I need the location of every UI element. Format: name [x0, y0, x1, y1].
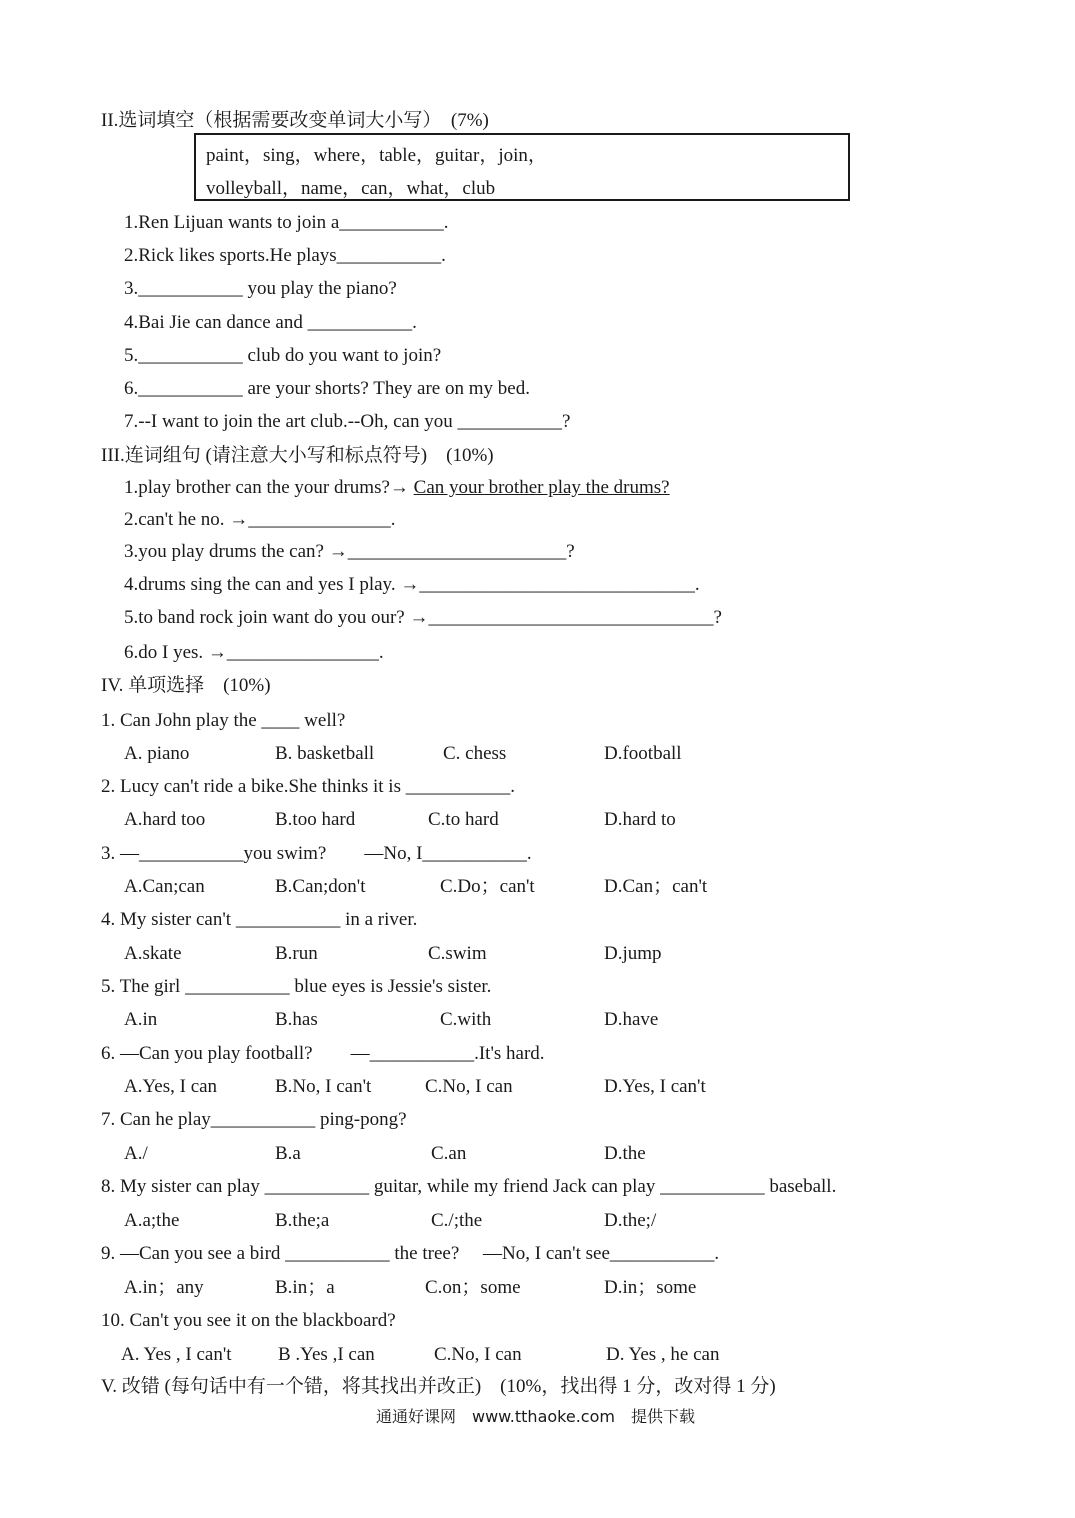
s3-example: [124, 476, 670, 500]
mc-question-7: 7. Can he play___________ ping-pong?: [101, 1109, 407, 1130]
mc-10-option-a: A. Yes , I can't: [121, 1344, 232, 1365]
mc-question-9: 9. —Can you see a bird ___________ the tree? —No, I can't see___________.: [101, 1243, 720, 1264]
mc-5-option-d: D.have: [604, 1009, 659, 1030]
mc-question-10: 10. Can't you see it on the blackboard?: [101, 1310, 396, 1331]
mc-1-option-d: D.football: [604, 743, 682, 764]
mc-8-option-a: A.a;the: [124, 1210, 180, 1231]
mc-5-option-c: C.with: [440, 1009, 492, 1030]
section-5-title: V. 改错 (每句话中有一个错，将其找出并改正) (10%，找出得 1 分，改对得 1 分): [101, 1376, 776, 1397]
s3-question-3: 3.you play drums the can? →_______________________?: [124, 541, 575, 562]
mc-8-option-c: C./;the: [431, 1210, 483, 1231]
s2-question-7: 7.--I want to join the art club.--Oh, can you ___________?: [124, 411, 571, 432]
mc-8-option-d: D.the;/: [604, 1210, 657, 1231]
word-bank-box: [194, 133, 850, 201]
mc-question-3: 3. —___________you swim? —No, I___________.: [101, 843, 532, 864]
s3-example-prompt: 1.play brother can the your drums?→: [124, 477, 414, 498]
mc-10-option-c: C.No, I can: [434, 1344, 522, 1365]
mc-6-option-d: D.Yes, I can't: [604, 1076, 706, 1097]
s3-question-4: 4.drums sing the can and yes I play. →_____________________________.: [124, 574, 700, 595]
mc-8-option-b: B.the;a: [275, 1210, 330, 1231]
mc-9-option-d: D.in；some: [604, 1277, 697, 1298]
mc-2-option-b: B.too hard: [275, 809, 356, 830]
section-3-title: III.连词组句 (请注意大小写和标点符号) (10%): [101, 445, 494, 466]
mc-3-option-a: A.Can;can: [124, 876, 205, 897]
mc-3-option-b: B.Can;don't: [275, 876, 366, 897]
mc-2-option-d: D.hard to: [604, 809, 676, 830]
mc-4-option-d: D.jump: [604, 943, 662, 964]
mc-5-option-b: B.has: [275, 1009, 318, 1030]
mc-question-6: 6. —Can you play football? —___________.It's hard.: [101, 1043, 545, 1064]
mc-7-option-a: A./: [124, 1143, 148, 1164]
mc-1-option-b: B. basketball: [275, 743, 375, 764]
mc-9-option-c: C.on；some: [425, 1277, 521, 1298]
s2-question-4: 4.Bai Jie can dance and ___________.: [124, 312, 417, 333]
mc-4-option-c: C.swim: [428, 943, 487, 964]
mc-question-1: 1. Can John play the ____ well?: [101, 710, 346, 731]
mc-9-option-b: B.in；a: [275, 1277, 335, 1298]
section-4-title: IV. 单项选择 (10%): [101, 675, 271, 696]
mc-2-option-a: A.hard too: [124, 809, 206, 830]
mc-1-option-c: C. chess: [443, 743, 507, 764]
mc-question-4: 4. My sister can't ___________ in a river.: [101, 909, 418, 930]
mc-6-option-a: A.Yes, I can: [124, 1076, 218, 1097]
mc-9-option-a: A.in；any: [124, 1277, 204, 1298]
word-bank-line-1: paint，sing，where，table，guitar，join，: [206, 145, 547, 166]
mc-1-option-a: A. piano: [124, 743, 190, 764]
word-bank-line-2: volleyball，name，can，what，club: [206, 178, 496, 199]
s3-question-6: 6.do I yes. →________________.: [124, 642, 384, 663]
s2-question-3: 3.___________ you play the piano?: [124, 278, 397, 299]
s3-question-5: 5.to band rock join want do you our? →______________________________?: [124, 607, 722, 628]
s2-question-6: 6.___________ are your shorts? They are on my bed.: [124, 378, 530, 399]
mc-3-option-c: C.Do；can't: [440, 876, 535, 897]
section-2-title: II.选词填空（根据需要改变单词大小写） (7%): [101, 110, 489, 131]
s3-example-answer: Can your brother play the drums?: [413, 477, 670, 498]
s2-question-5: 5.___________ club do you want to join?: [124, 345, 442, 366]
s2-question-1: 1.Ren Lijuan wants to join a___________.: [124, 212, 449, 233]
s2-question-2: 2.Rick likes sports.He plays___________.: [124, 245, 446, 266]
mc-6-option-c: C.No, I can: [425, 1076, 513, 1097]
mc-7-option-d: D.the: [604, 1143, 646, 1164]
mc-4-option-b: B.run: [275, 943, 318, 964]
mc-question-2: 2. Lucy can't ride a bike.She thinks it is ___________.: [101, 776, 515, 797]
mc-3-option-d: D.Can；can't: [604, 876, 708, 897]
mc-10-option-b: B .Yes ,I can: [278, 1344, 375, 1365]
footer-credit: 通通好课网 www.tthaoke.com 提供下载: [376, 1407, 695, 1426]
s3-question-2: 2.can't he no. →_______________.: [124, 509, 396, 530]
mc-7-option-c: C.an: [431, 1143, 467, 1164]
mc-6-option-b: B.No, I can't: [275, 1076, 372, 1097]
mc-4-option-a: A.skate: [124, 943, 182, 964]
mc-2-option-c: C.to hard: [428, 809, 499, 830]
mc-10-option-d: D. Yes , he can: [606, 1344, 720, 1365]
mc-question-8: 8. My sister can play ___________ guitar, while my friend Jack can play ___________ baseball.: [101, 1176, 837, 1197]
mc-7-option-b: B.a: [275, 1143, 301, 1164]
mc-question-5: 5. The girl ___________ blue eyes is Jessie's sister.: [101, 976, 492, 997]
mc-5-option-a: A.in: [124, 1009, 158, 1030]
